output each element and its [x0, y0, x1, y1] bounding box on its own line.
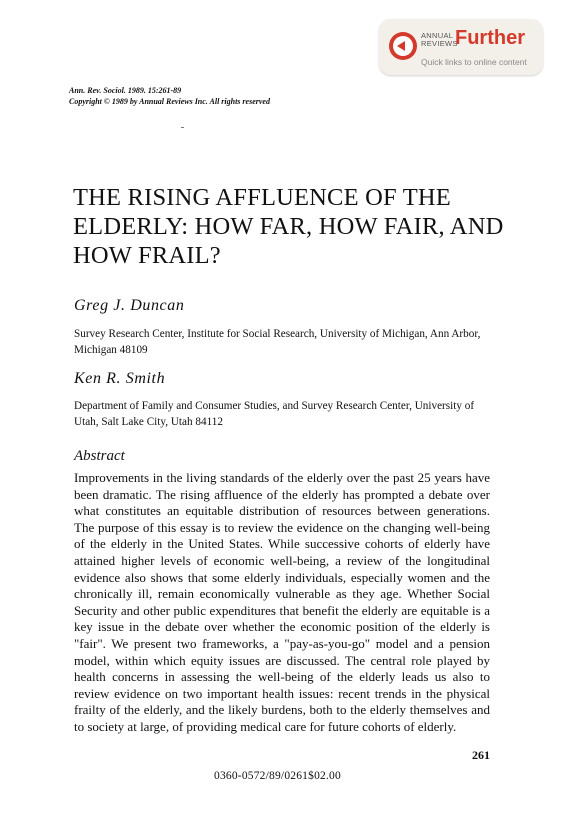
document-code: 0360-0572/89/0261$02.00	[214, 770, 341, 782]
citation	[69, 85, 270, 107]
article-title: THE RISING AFFLUENCE OF THE ELDERLY: HOW FAR, HOW FAIR, AND HOW FRAIL?	[73, 184, 504, 269]
circle-arrow-icon	[389, 32, 417, 60]
author-affiliation-1: Survey Research Center, Institute for Social Research, University of Michigan, Ann Arbor, Michigan 48109	[74, 328, 481, 356]
page-number: 261	[472, 748, 490, 762]
badge-subtitle: Quick links to online content	[421, 57, 527, 67]
reviews-label: REVIEWS	[421, 39, 458, 48]
annual-reviews-wordmark	[421, 32, 458, 48]
author-affiliation-2: Department of Family and Consumer Studies, and Survey Research Center, University of Utah, Salt Lake City, Utah 84112	[74, 400, 475, 428]
abstract-text: Improvements in the living standards of the elderly over the past 25 years have been dramatic. The rising affluence of the elderly has prompted a debate over what constitutes an equitable distribution of resources between generations. The purpose of this essay is to review the evidence on the changing well-being of the elderly in the United States. While successive cohorts of elderly have attained higher levels of economic well-being, a review of the longitudinal evidence also shows that some elderly individuals, especially women and the chronically ill, remain economically vulnerable as they age. Whether Social Security and other public expenditures that benefit the elderly are equitable is a key issue in the debate over whether the economic position of the elderly is "fair". We present two frameworks, a "pay-as-you-go" model and a pension model, within which equity issues are discussed. The central role played by health concerns in assessing the well-being of the elderly leads us also to review evidence on two important health issues: recent trends in the physical frailty of the elderly, and the likely burdens, both to the elderly themselves and to society at large, of providing medical care for future cohorts of elderly.	[74, 470, 490, 734]
citation-line-1: Ann. Rev. Sociol. 1989. 15:261-89	[69, 86, 182, 95]
citation-line-2: Copyright © 1989 by Annual Reviews Inc. All rights reserved	[69, 97, 270, 106]
further-label: Further	[455, 27, 525, 49]
author-name-1: Greg J. Duncan	[74, 297, 185, 314]
scan-mark	[181, 127, 184, 128]
abstract-heading: Abstract	[74, 448, 125, 464]
annual-label: ANNUAL	[421, 31, 454, 40]
author-name-2: Ken R. Smith	[74, 370, 166, 387]
further-badge[interactable]	[379, 19, 543, 75]
